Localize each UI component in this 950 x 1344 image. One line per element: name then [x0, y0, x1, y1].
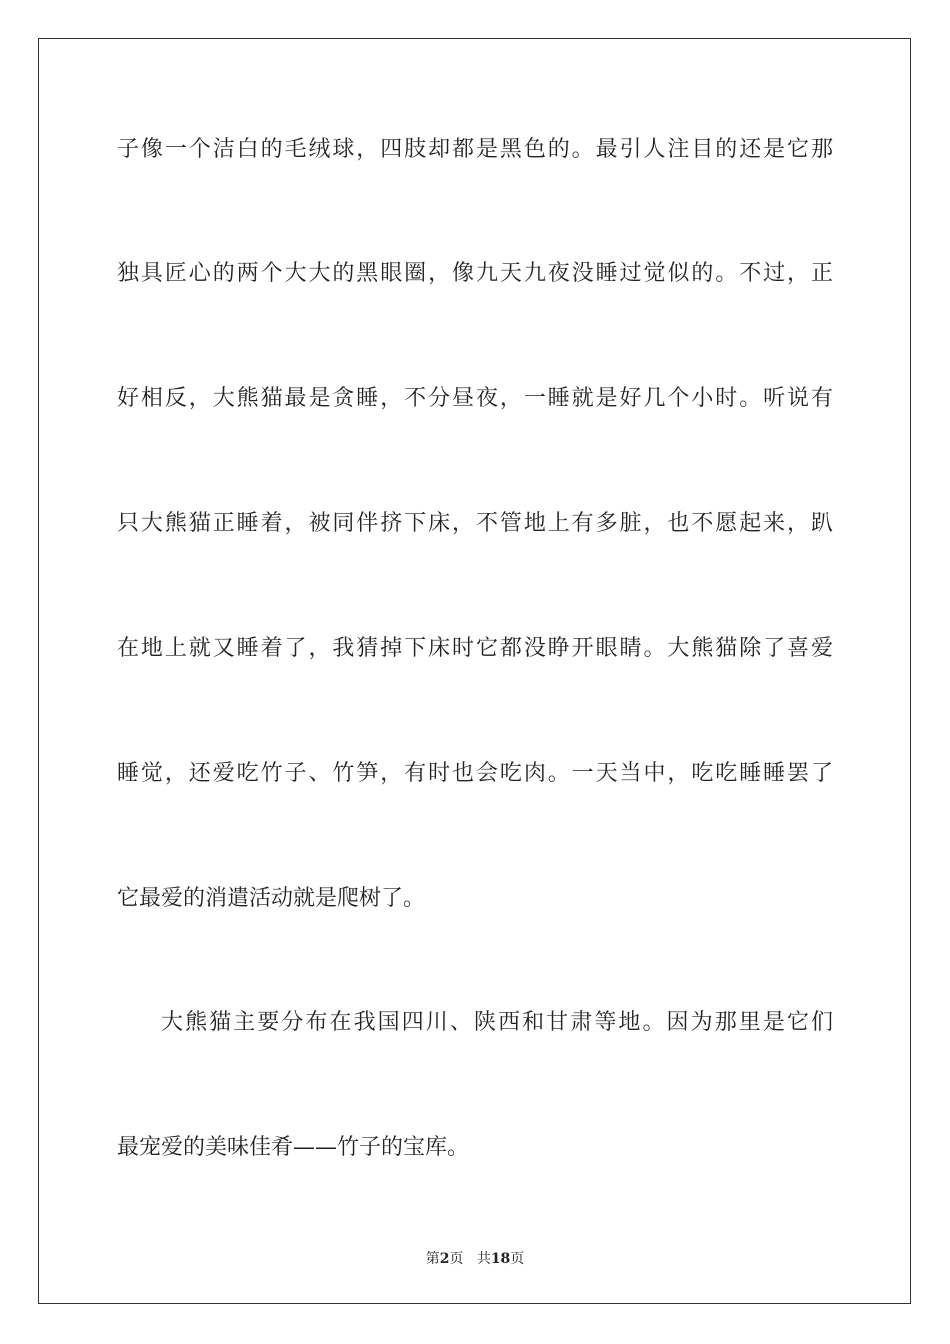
footer-page-number: 2	[439, 1251, 450, 1267]
body-line-3: 好相反，大熊猫最是贪睡，不分昼夜，一睡就是好几个小时。听说有	[117, 386, 833, 411]
body-line-6: 睡觉，还爱吃竹子、竹笋，有时也会吃肉。一天当中，吃吃睡睡罢了	[117, 761, 833, 786]
footer-page-suffix: 页	[449, 1251, 464, 1267]
page-frame	[38, 38, 911, 1304]
footer-total-pages: 18	[490, 1251, 511, 1267]
body-line-8: 大熊猫主要分布在我国四川、陕西和甘肃等地。因为那里是它们	[161, 1010, 833, 1035]
body-line-9: 最宠爱的美味佳肴——竹子的宝库。	[117, 1135, 470, 1160]
page-footer	[0, 1248, 950, 1268]
footer-page-prefix: 第	[425, 1251, 440, 1267]
body-line-1: 子像一个洁白的毛绒球，四肢却都是黑色的。最引人注目的还是它那	[117, 137, 833, 162]
footer-total-suffix: 页	[510, 1251, 525, 1267]
body-line-7: 它最爱的消遣活动就是爬树了。	[117, 886, 426, 911]
body-line-5: 在地上就又睡着了，我猜掉下床时它都没睁开眼睛。大熊猫除了喜爱	[117, 636, 833, 661]
body-line-4: 只大熊猫正睡着，被同伴挤下床，不管地上有多脏，也不愿起来，趴	[117, 511, 833, 536]
footer-total-prefix: 共	[476, 1251, 491, 1267]
body-line-2: 独具匠心的两个大大的黑眼圈，像九天九夜没睡过觉似的。不过，正	[117, 261, 833, 286]
